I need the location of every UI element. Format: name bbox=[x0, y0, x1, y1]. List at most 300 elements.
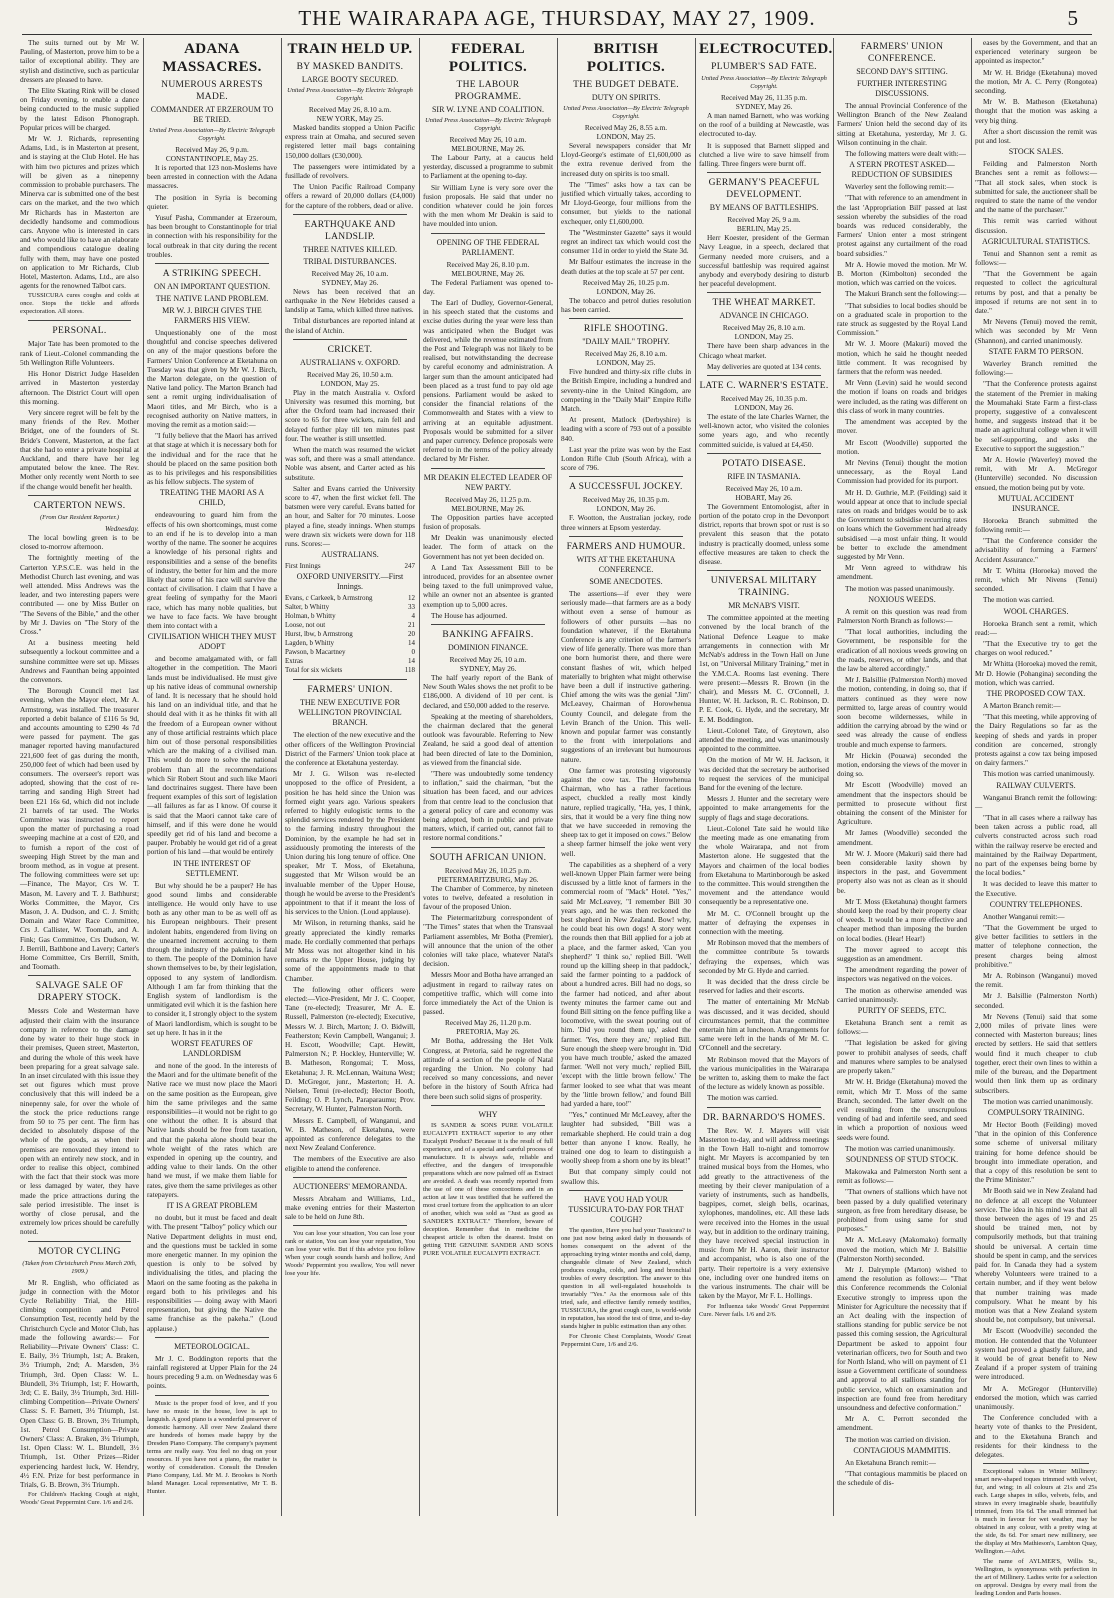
article-paragraph: Messrs J. Hunter and the secretary were appointed to make arrangements for the supply of flags and stage decorations. bbox=[699, 794, 829, 822]
article-paragraph: Unquestionably one of the most thoughtful and concise speeches delivered on any of the major questions before the Farmers' Union Conference at Eketahuna on Tuesday was that given by Mr W. J. Birch, the Marton delegate, on the question of Native land policy. The Marton Branch had sent a remit urging individualisation of Maori titles, and Mr Birch, who is a recognised authority on Native matters, in moving the remit as a motion said:— bbox=[147, 328, 277, 430]
column-rule bbox=[695, 38, 696, 1516]
column-3 bbox=[285, 38, 415, 1518]
table-row: Evans, c Carkeek, b Armstrong 12 bbox=[285, 594, 415, 603]
article-paragraph: The election of the new executive and the other officers of the Wellington Provincial District of the Farmers' Union took place at the conference at Eketahuna yesterday. bbox=[285, 730, 415, 767]
subheading: DUTY ON SPIRITS. bbox=[591, 93, 661, 102]
article-paragraph: The Conference concluded with a hearty vote of thanks to the President, and to the Eketahuna Branch and residents for their kindness to the delegates. bbox=[975, 1413, 1097, 1460]
article-paragraph: Mr H. D. Guthrie, M.P. (Feilding) said it would appear at once that to include special rates on roads and bridges would be to ask the Government to subsidise recurring rates on loans which the Government had already subsidised —a most unfair thing. It would be better to exclude the amendment suggested by Mr Venn. bbox=[837, 487, 967, 561]
advertisement: IS SANDER & SONS PURE VOLATILE EUCALYPTI EXTRACT superior to any other Eucalypti Product? Because it is the result of full experience, and of a special and careful process of manufacture. It is always safe, reliable and effective, and the dangers of irresponsible preparations which are now palmed off as Extract are avoided. A death was recently reported from the use of one of these concoctions and in an action at law it was testified that he suffered the most cruel torture from the application to an ulcer of another, which was sold as "Just as good as SANDER'S EXTRACT." Therefore, beware of deception. Remember that in medicine the cheapest article is often the dearest. Insist on getting THE GENUINE SANDER AND SONS PURE VOLATILE EUCALYPTI EXTRACT. bbox=[423, 1121, 553, 1257]
article-paragraph: Mr Hickin (Pouawa) seconded the motion, endorsing the views of the mover in doing so. bbox=[837, 750, 967, 779]
article-paragraph: The Borough Council met last evening, when the Mayor elect, Mr A. Armstrong, was installed. The treasurer reported a debit balance of £116 5s 9d, and accounts amounting to £290 4s 7d were passed for payment. The gas manager reported having manufactured 221,600 feet of gas during the month, 250,000 feet of which had been used by consumers. The overseer's report was adopted, showing that the cost of re-tarring and sanding High Street had been £21 16s 6d, which did not include 21 barrels of tar used. The Works Committee was instructed to report upon the matter of purchasing a road sweeping machine at a cost of £20, and to furnish a report of the cost of sweeping High Street by the man and broom method, as in vogue at present. The following committees were set up:—Finance, The Mayor, Crs W. T. Mason, M. Lavery and T. J. Bathhurst; Works Committee, the Mayor, Crs Mason, J. A. Dudson, and C. J. Smith; Domain and Water Race Committee, Crs J. Callister, W. Toomath, and A. Fink; Gas Committee, Crs Dudson, W. J. Berrill, Bathbone and Lavery; Carter's Home Committee, Crs Berrill, Smith, and Toomath. bbox=[20, 686, 139, 972]
article-paragraph: The Pietermaritzburg correspondent of "The Times" states that when the Transvaal Parliament assembles, Mr Botha (Premier), will announce that the union of the other colonies will take place, whatever Natal's decision. bbox=[423, 913, 553, 969]
section-divider bbox=[431, 847, 545, 848]
article-paragraph: The assertions—if ever they were seriously made—that farmers are as a body without even a sense of humour as followers of other pursuits —has no foundation whatever, if the Eketahuna Conference is any criterion of the farmer's view of life generally. There was more than one born humorist there, and there were constant flashes of wit, which helped materially to brighten what might otherwise have been a dull if instructive gathering. Chief among the wits was the genial "Jim" McLeavey, Chairman of Horowhenua County Council, and delegate from the Levin Branch of the Union. This well-known and popular farmer was constantly to the front with interpolations and suggestions of an irrelevant but humourous nature. bbox=[561, 588, 691, 764]
article-paragraph: The motion was carried. bbox=[707, 1093, 778, 1103]
article-paragraph: and become amalgamated with, or fall altogether in the competition. The Maori lands must be individualised. He must give up his native ideas of communal ownership of land. It is necessary that he should hold his land on an individual title, and that he should deal with it as he thinks fit with all the freedom of a European owner without any of those artificial restraints which place him out of those personal responsibilities which are the making of a civilised man. This would do more to solve the national problem than all the recommendations which Sir Robert Stout and such like Maori land doctrinaires suggest. There have been frequent examples of this sort of legislation—all failures as far as I know. Of course it is said that the Maori cannot take care of himself, and if this were done he would speedily get rid of his land and become a pauper. Probably he would get rid of a great portion of his land —that would be entirely bbox=[147, 654, 277, 857]
table-row: Loose, not out 21 bbox=[285, 621, 415, 630]
advertisement: The question, Have you had your Tussicura? is one just now being asked daily in thousands of homes consequent on the advent of the approaching trying winter months and cold, damp, changeable climate of New Zealand, which produces coughs, colds, and long and bronchial troubles of every description. The answer to this question in all well-regulated households is invariably "Yes." As the enormous sale of this tried, safe, and effective family remedy testifies, TUSSICURA, the great cough cure, is world-wide in reputation, has stood the test of time, and to-day stands higher in public estimation than any other. bbox=[561, 1226, 691, 1330]
article-paragraph: Mr A. Howie moved the motion. Mr W. B. Morton (Kimbolton) seconded the motion, which was carried on the voices. bbox=[837, 259, 967, 288]
article-paragraph: Sir William Lyne is very sore over the fusion proposals. He said that under no condition whatever could he join forces with the men whom Mr Deakin is said to have moulded into union. bbox=[423, 182, 553, 229]
headline: FARMERS' UNION CONFERENCE. bbox=[860, 42, 944, 64]
article-paragraph: The Chamber of Commerce, by nineteen votes to twelve, defeated a resolution in favour of the proposed Union. bbox=[423, 883, 553, 911]
article-paragraph: Another Wanganui remit:— bbox=[983, 911, 1065, 921]
crosshead: A STERN PROTEST ASKED— REDUCTION OF SUBSIDIES bbox=[849, 160, 955, 180]
article-paragraph: Tribal disturbances are reported inland at the island of Atchin. bbox=[285, 316, 415, 335]
article-paragraph: It was decided to leave this matter to the Executive. bbox=[975, 879, 1097, 898]
article-paragraph: A Marton Branch remit:— bbox=[983, 700, 1061, 710]
article-paragraph: Mr Escott (Woodville) moved an amendment that the inspectors should be permitted to prosecute without first obtaining the consent of the Minister for Agriculture. bbox=[837, 780, 967, 827]
section-divider bbox=[431, 624, 545, 625]
dateline: MELBOURNE, May 26. bbox=[451, 503, 525, 513]
article-paragraph: "I fully believe that the Maori has arrived at that stage at which it is necessary both for the individual and for the race that he should be placed on the same position both as to his privileges and his responsibilities as his fellow subjects. The system of bbox=[147, 431, 277, 487]
article-paragraph: "That the Conference protests against the statement of the Premier in making the Moumahaki State Farm a first-class property, suggestive of a convalescent home, and suggests instead that it be made an agricultural college when it will be self-supporting, and asks the Executive to support the suggestion." bbox=[975, 379, 1097, 453]
section-divider bbox=[293, 1177, 407, 1178]
article-paragraph: It was decided that the dress circle be reserved for ladies and their escorts. bbox=[699, 977, 829, 996]
column-5 bbox=[561, 38, 691, 1518]
subheading: THE NEW EXECUTIVE FOR WELLINGTON PROVINCIAL BRANCH. bbox=[298, 698, 402, 728]
article-paragraph: The House has adjourned. bbox=[431, 610, 508, 620]
section-heading: RIFLE SHOOTING. bbox=[583, 324, 669, 335]
section-divider bbox=[431, 468, 545, 469]
subheading: ADVANCE IN CHICAGO. bbox=[719, 311, 809, 321]
article-paragraph: "That the Government be again requested to collect the agricultural returns by post, and that a penalty be imposed if returns are not sent in to date." bbox=[975, 269, 1097, 316]
dateline: LONDON, May 26. bbox=[596, 286, 656, 296]
article-paragraph: The Elite Skating Rink will be closed on Friday evening, to enable a dance being conducted to the music supplied by the latest Edison Phonograph. Popular prices will be charged. bbox=[20, 86, 139, 132]
article-paragraph: The committee appointed at the meeting convened by the local branch of the National Defence League to make arrangements in connection with Mr McNab's address in the Town Hall on June 1st, on "Universal Military Training," met in the Y.M.C.A. Rooms last evening. There were present:—Messrs R. Brown (in the chair), and Messrs M. C. O'Connell, J. Hunter, W. H. Jackson, R. C. Robinson, D. P. E. Cook, G. Hyde, and the secretary, Mr E. M. Boddington. bbox=[699, 613, 830, 724]
dateline: PIETERMARITZBURG, May 26. bbox=[437, 874, 539, 884]
section-divider bbox=[293, 1225, 407, 1226]
article-paragraph: Messrs Cole and Westerman have adjusted their claim with the insurance company in reference to the damage done by water to their huge stock in their premises, Queen street, Masterton, and during the whole of this week have been preparing for a great salvage sale. In an inset circulated with this issue they set out figures which must prove conclusively that this will indeed be a ninepenny sale, for over the whole of the stock the price reductions range from 50 to 75 per cent. The firm has decided to absolutely dispose of the whole of the goods, as when their premises are renovated they intend to open with an entirely new stock, and in order to realise this object, combined with the fact that their stock was more or less damaged by water, they have made the price attractions during the sale period irresistible. The inset is worthy of close perusal, and the extremely low prices should be carefully noted. bbox=[20, 1006, 139, 1237]
dateline: LONDON, May 25. bbox=[734, 332, 794, 342]
article-paragraph: The estate of the late Charles Warner, the well-known actor, who visited the colonies some years ago, and who recently committed suicide, is valued at £4,450. bbox=[699, 412, 829, 449]
article-paragraph: One farmer was protesting vigorously against the cow tax. The Horowhenua Chairman, who has a rather facetious aspect, chuckled a really most kindly nature, replied tragically, "Ha, yes, I think, sirs, that it would be a very fine thing now that we have succeeded in removing the sheep tax to get it imposed on cows." Below a sheep farmer himself the joke went very well. bbox=[561, 765, 691, 858]
column-rule bbox=[419, 38, 420, 1516]
received-line: Received May 26, 10 a.m. bbox=[311, 268, 389, 278]
section-divider bbox=[707, 292, 821, 293]
article-paragraph: Yusuf Pasha, Commander at Erzeroum, has been brought to Constantinople for trial in connection with his responsibility for the local outbreak in that city during the recent troubles. bbox=[147, 213, 277, 259]
table-row: Extras 14 bbox=[285, 657, 415, 666]
article-paragraph: On the motion of Mr W. H. Jackson, it was decided that the secretary be authorised to request the services of the municipal Band for the evening of the lecture. bbox=[699, 755, 829, 792]
article-paragraph: The Rev. W. J. Mayers will visit Masterton to-day, and will address meetings in the Town Hall to-night and tomorrow night. Mr Mayers is accompanied by ten trained musical boys from the Homes, who add greatly to the attractiveness of the meeting by their clever manipulation of a variety of instruments, such as handbells, bagpipes, cornet, sleigh bells, ocarinas, xylophones, mandolines, etc. All these lads were received into the Homes in the usual way, but in addition to the ordinary training, they have received special instruction in music from Mr H. Aaron, their instructor and accompanist, who is also one of the party. Their repertoire is a very extensive one, including over one hundred items on the various instruments. The chair will be taken by the Mayor, Mr F. L. Hollings. bbox=[699, 1125, 829, 1301]
article-paragraph: Mr T. Moss (Eketahuna) thought farmers should keep the road by their property clear of weeds. It would be a more effective and cheaper method than imposing the burden on local bodies. (Hear! Hear!) bbox=[837, 896, 967, 943]
article-paragraph: "That legislation be asked for giving power to prohibit analyses of seeds, chaff and manures where samples to be analysed are properly taken." bbox=[837, 1038, 967, 1076]
article-paragraph: The local bowling green is to be closed to-morrow afternoon. bbox=[20, 532, 139, 552]
received-line: Received May 26, 10 a.m. bbox=[725, 483, 803, 493]
section-divider bbox=[28, 1241, 131, 1242]
article-paragraph: Mr W. J. Moore (Makuri) moved the motion, which he said he thought needed little comment. It was recognised by farmers that the reform was needed. bbox=[837, 339, 967, 377]
article-paragraph: A remit on this question was read from Palmerston North Branch as follows:— bbox=[837, 606, 967, 625]
section-divider bbox=[569, 476, 683, 477]
received-line: Received May 26, 10.25 p.m. bbox=[582, 277, 670, 287]
section-divider bbox=[707, 172, 821, 173]
section-divider bbox=[569, 318, 683, 319]
dateline: LONDON, May 26. bbox=[596, 504, 656, 514]
table-row: Hurst, lbw, b Armstrong 20 bbox=[285, 630, 415, 639]
subheading: THE BUDGET DEBATE. bbox=[573, 80, 679, 90]
section-heading: SALVAGE SALE OF DRAPERY STOCK. bbox=[35, 981, 124, 1004]
dateline: NEW YORK, May 25. bbox=[316, 114, 384, 123]
received-line: Received May 26, 10.35 p.m. bbox=[720, 394, 808, 404]
received-line: Received May 26, 10.25 p.m. bbox=[444, 865, 532, 875]
article-paragraph: Mr Booth said we in New Zealand had no defence at all except the Volunteer service. The idea in his mind was that all those between the ages of 19 and 25 should be trained men, not by compulsorily methods, but that training should be universal. A certain time should be spent in camp, and the services paid for. In Canada they had a system whereby Volunteers were trained to a certain number, and if they went below that number training was made compulsory. What he meant by his motion was that a New Zealand system should be, not compulsory, but universal. bbox=[975, 1186, 1097, 1325]
article-paragraph: The capabilities as a shepherd of a very well-known Upper Plain farmer were being discussed by a little knot of farmers in the commercial room of "Mack" Hotel. "Yes," said Mr McLeavey, "I remember Bill 30 years ago, and he was then reckoned the best shepherd in New Zealand. Bow! why, he could beat his own dogs! A story went the rounds then that Bill applied for a job at a place, and the farmer asked, 'Can you shepherd?' 'I think so,' replied Bill. 'Well round up the killing sheep in that paddock,' said the farmer pointing to a paddock of about a hundred acres. Bill had no dogs, so the farmer had noticed, and after about twenty minutes the farmer came out and found Bill sitting on the fence puffing like a locomotive, with the sweat pouring out of him. 'Did you round them up,' asked the farmer. 'Yes, there they are,' replied Bill. Sure enough the sheep were brought in. 'Did you have much trouble,' asked the amazed farmer. 'Well not very much,' replied Bill, 'except with the little brown fellow.' The farmer looked to see what that was meant by the 'little brown fellow,' and found Bill had yarded a hare, too!" bbox=[561, 859, 691, 1109]
subheading: DOMINION FINANCE. bbox=[448, 642, 528, 652]
dateline: LONDON, May 25. bbox=[596, 358, 656, 368]
section-heading: CRICKET. bbox=[327, 344, 373, 355]
article-paragraph: Five hundred and thirty-six rifle clubs in the British Empire, including a hundred and seventy-nine in the United Kingdom, are competing in the "Daily Mail" Empire Rifle Match. bbox=[561, 367, 691, 414]
article-paragraph: Mr Venn (Levin) said he would second the motion if loans on roads and bridges were included, as the rating was different on this class of work in many countries. bbox=[837, 378, 967, 415]
dateline: LONDON, May 25. bbox=[320, 378, 380, 388]
section-divider bbox=[293, 339, 407, 340]
article-paragraph: Mr Nevens (Tenui) moved the remit, which was seconded by Mr Venn (Shannon), and carried unanimously. bbox=[975, 317, 1097, 345]
section-heading: MOTOR CYCLING bbox=[38, 1246, 121, 1257]
wire-credit: United Press Association—By Electric Telegraph Copyright. bbox=[287, 87, 413, 102]
article-paragraph: and none of the good. In the interests of the Maori and for the ultimate benefit of the Native race we must now place the Maori on the same position as the European, give him the same privileges and the same responsibilities—it would not be right to go one without the other. It is absurd that Native lands should be free from taxation, and that the pakeha alone should bear the whole weight of the rates which are expended in opening up the country, and adding value to their lands. On the other hand we must, if we make them liable for rates, give them the same privileges as other ratepayers. bbox=[147, 1061, 277, 1199]
article-paragraph: "That owners of stallions which have not been passed by a duly qualified veterinary surgeon, as free from hereditary disease, be prohibited from using same for stud purposes." bbox=[837, 1187, 967, 1234]
section-heading: AUCTIONEERS' MEMORANDA. bbox=[292, 1181, 408, 1191]
article-paragraph: Mr W. B. Matheson (Eketahuna) thought that the motion was asking a very big thing. bbox=[975, 97, 1097, 125]
article-paragraph: The mover agreed to accept this suggestion as an amendment. bbox=[837, 944, 967, 964]
article-paragraph: Major Tate has been promoted to the rank of Lieut.-Colonel commanding the 5th Wellington Rifle Volunteers. bbox=[20, 339, 139, 367]
article-paragraph: When the match was resumed the wicket was soft, and there was a small attendance. Noble was absent, and Carter acted as his substitute. bbox=[285, 445, 415, 482]
score-table bbox=[285, 594, 415, 675]
article-paragraph: Feilding and Palmerston North Branches sent a remit as follows:— "That all stock sales, when stock is submitted for sale, the auctioneer shall be required to state the name of the vendor and the name of the purchaser." bbox=[975, 159, 1097, 215]
article-paragraph: "That subsidies to local bodies should be on a graduated scale in proportion to the rate struck as suggested by the Royal Land Commission." bbox=[837, 300, 967, 338]
dateline: HOBART, May 26. bbox=[735, 492, 793, 502]
article-paragraph: "That this meeting, while approving of the Dairy Regulations so far as the keeping of sheds and yards in proper condition are concerned, strongly protests against a cow tax being imposed on dairy farmers." bbox=[975, 712, 1097, 768]
article-paragraph: The Union Pacific Railroad Company offers a reward of 20,000 dollars (£4,000) for the capture of the robbers, dead or alive. bbox=[285, 182, 415, 210]
article-paragraph: Mr Escott (Woodville) supported the motion. bbox=[837, 437, 967, 456]
section-divider bbox=[28, 975, 131, 976]
column-rule bbox=[143, 38, 144, 1516]
column-8 bbox=[975, 38, 1097, 1598]
article-paragraph: Mr Botha, addressing the Het Volk Congress, at Pretoria, said he regretted the attitude of a section of the people of Natal regarding the Union. No colony had received so many concessions, and never before in the history of South Africa had there been such solid signs of prosperity. bbox=[423, 1036, 553, 1101]
section-divider bbox=[293, 679, 407, 680]
section-heading: THE WHEAT MARKET. bbox=[712, 298, 816, 309]
advertisement: The name of AYLMER'S, Willis St., Wellington, is synonymous with perfection in the art of Millinery. Ladies write for a selection on approval. Designs by every mail from the leading London and Paris houses. bbox=[975, 1558, 1097, 1598]
article-paragraph: Eketahuna Branch sent a remit as follows:— bbox=[837, 1018, 967, 1037]
article-paragraph: Mr J. Dalrymple (Marton) wished to amend the resolution as follows:— "That this Conference recommends the Colonial Executive strongly to impress upon the Minister for Agriculture the necessity that if an Act dealing with the inspection of stallions standing for public service be not passed this coming session, the Agricultural Department be asked to appoint four veterinarian officers, two for South and two for North Island, who will on payment of £1 issue a Government certificate of soundness and approval to all stallions standing for public service, which on examination and inspection are found free from hereditary unsoundness and defective conformation." bbox=[837, 1264, 967, 1412]
article-paragraph: Mr R. English, who officiated as judge in connection with the Motor Cycle Reliability Trial, the Hill-climbing competition and Petrol Consumption Test, recently held by the Christchurch Cycle and Motor Club, has made the following awards:— For Reliability—Private Owners' Class: C. E. Baily, 3½ Triumph, 1st; A. Braken, 3½ Triumph, 2nd; A. Marsden, 3½ Triumph, 3rd. Open Class: W. L. Blundell, 3½ Triumph, 1st; F. Howarth, 3rd; C. E. Baily, 3½ Triumph, 3rd. Hill-climbing Competition—Private Owners' Class: S. F. Barnett, 3½ Triumph, 1st. Open Class: G. B. Brown, 3½ Triumph, 1st. Petrol Consumption—Private Owners' Class: A. Braken, 3½ Triumph, 1st. Open Class: W. L. Blundell, 3½ Triumph, 1st. Other Prizes—Rider experiencing hardest luck, W. Hendry, 4½ F.N. Prize for best performance in Trials, G. B. Brown, 3½ Triumph. bbox=[20, 1277, 139, 1490]
crosshead: STATE FARM TO PERSON. bbox=[988, 346, 1084, 356]
subheading: NUMEROUS ARRESTS MADE. bbox=[161, 80, 263, 102]
score-table bbox=[285, 562, 415, 571]
crosshead: TREATING THE MAORI AS A CHILD, bbox=[159, 488, 265, 508]
article-paragraph: But that company simply could not swallow this. bbox=[561, 1167, 691, 1186]
article-paragraph: Horoeka Branch submitted the following remit:— bbox=[975, 515, 1097, 534]
article-paragraph: After a short discussion the remit was put and lost. bbox=[975, 126, 1097, 146]
article-paragraph: The following other officers were elected:—Vice-President, Mr J. C. Cooper, Tane (re-elected); Treasurer, Mr A. E. Russell, Palmerston (re-elected); Executive, Messrs W. J. Birch, Marton; J. O. Bidwill, Featherston; Kevin Campbell, Wanganui; J. H. Escott, Woodville; Capt. Hewitt, Palmerston N.; P. Hockley, Hunterville; W. B. Matheson, Rongomai; T. Moss, Eketahuna; J. R. McLennan, Waituna West; D. McGregor, junr., Masterton; H. A. Nielsen, Tenui (re-elected); Hector Booth, Feilding; O. P. Lynch, Paraparaumu; Prov. Secretary, W. Hunter, Palmerston North. bbox=[285, 984, 415, 1114]
section-heading: LATE C. WARNER'S ESTATE. bbox=[699, 381, 829, 392]
article-paragraph: The Government Entomologist, after in portion of the potato crop in the Devonport district, reports that brown spot or rust is so prevalent this season that the potato industry is practically doomed, unless some effective measures are taken to check the disease. bbox=[699, 501, 829, 567]
article-paragraph: The motion was carried unanimously. bbox=[983, 1096, 1093, 1106]
headline: FEDERAL POLITICS. bbox=[448, 41, 528, 75]
crosshead: CONTAGIOUS MAMMITIS. bbox=[853, 1445, 951, 1455]
article-paragraph: The Makuri Branch sent the following:— bbox=[845, 289, 967, 299]
section-divider bbox=[707, 453, 821, 454]
section-divider bbox=[569, 1190, 683, 1191]
article-paragraph: The following matters were dealt with:— bbox=[845, 149, 966, 159]
subheading: THREE NATIVES KILLED. bbox=[303, 244, 397, 254]
article-paragraph: His Honor District Judge Haselden arrived in Masterton yesterday afternoon. The District Court will open this morning. bbox=[20, 369, 139, 406]
article-paragraph: Mr W. H. Bridge (Eketahuna) moved the motion, Mr A. C. Perry (Rongotea) seconding. bbox=[975, 67, 1097, 96]
column-rule bbox=[971, 38, 972, 1516]
received-line: Received May 26, 10 a.m. bbox=[449, 135, 527, 144]
article-paragraph: The "Westminster Gazette" says it would regret an indirect tax which would cost the consumer 11d in order to yield the State 3d. bbox=[561, 227, 691, 256]
article-paragraph: Mr J. Balsillie (Palmerston North) seconded. bbox=[975, 991, 1097, 1010]
article-paragraph: Lieut.-Colonel Tate said he would like the meeting made as one emanating from the whole Wairarapa, and not from Masterton alone. He suggested that the Mayors and chairmen of the local bodies from Eketahuna to Martinborough be asked to the committee. This would strengthen the movement and the attendance would consequently be a representative one. bbox=[699, 823, 829, 907]
article-paragraph: "That in all cases where a railway has been taken across a public road, all culverts constructed across such road within the railway reserve be erected and maintained by the Railway Department, no part of the expenses being borne by the local bodies." bbox=[975, 813, 1097, 878]
subheading: MR W. J. BIRCH GIVES THE FARMERS HIS VIEW. bbox=[162, 306, 262, 326]
article-paragraph: A man named Barnett, who was working on the roof of a building at Newcastle, was electrocuted to-day. bbox=[699, 111, 829, 139]
article-paragraph: Mr A. McLeavy (Makomako) formally moved the motion, which Mr J. Balsillie (Palmerston North) seconded. bbox=[837, 1235, 967, 1263]
dateline: LONDON, May 25. bbox=[596, 132, 656, 141]
article-paragraph: Lieut.-Colonel Tate, of Greytown, also attended the meeting, and was unanimously appointed to the committee. bbox=[699, 725, 829, 754]
received-line: Received May 26, 11.20 p.m. bbox=[444, 1018, 532, 1028]
article-paragraph: The annual Provincial Conference of the Wellington Branch of the New Zealand Farmers' Union held the second day of its sitting at Eketahuna, yesterday, Mr J. G. Wilson continuing in the chair. bbox=[837, 101, 967, 147]
column-7 bbox=[837, 38, 967, 1518]
article-paragraph: Mr Robinson moved that the members of the committee contribute 5s towards defraying the expenses, which was seconded by Mr G. Hyde and carried. bbox=[699, 938, 829, 975]
article-paragraph: Mr Nevens (Tenui) said that some 2,000 miles of private lines were connected with Masterton bureaus; lines erected by settlers. He said that settlers would find it much cheaper to club together, erect their own lines to within a mile of the bureau, and the Department would then link them up as ordinary subscribers. bbox=[975, 1011, 1097, 1095]
section-heading: A STRIKING SPEECH. bbox=[162, 269, 262, 280]
subheading: THE NATIVE LAND PROBLEM. bbox=[155, 294, 269, 304]
article-paragraph: "That the Executive try to get the charges on wool reduced." bbox=[975, 638, 1097, 658]
subheading: FURTHER INTERESTING DISCUSSIONS. bbox=[857, 79, 947, 98]
article-paragraph: Waverley Branch remitted the following:— bbox=[975, 358, 1097, 378]
article-paragraph: "That contagious mammitis be placed on the schedule of dis- bbox=[837, 1469, 967, 1488]
article-paragraph: Mr J. G. Wilson was re-elected unopposed to the office of President, a position he has held since the Union was formed eight years ago. Various speakers referred to highly eulogistic terms to the splendid services rendered by the President to the farming industry throughout the Dominion, by the example he had set in assiduously promoting the interests of the Union during his long tenure of office. One speaker, Mr T. Moss, of Eketahuna, suggested that Mr Wilson would be an invaluable member of the Upper House, though he would be averse to the President's appointment to that if it meant the loss of his services to the Union. (Loud applause). bbox=[285, 769, 415, 917]
article-paragraph: Mr Escott (Woodville) seconded the motion. He contended that the Volunteer system had proved a ghastly failure, and it would be of great benefit to New Zealand if a proper system of training were introduced. bbox=[975, 1326, 1097, 1382]
section-heading: FARMERS AND HUMOUR. bbox=[566, 541, 686, 552]
received-line: Received May 26, 8.10 a.m. bbox=[722, 323, 806, 333]
article-paragraph: This motion was carried unanimously. bbox=[983, 769, 1095, 779]
section-divider bbox=[707, 1107, 821, 1108]
subheading: TRIBAL DISTURBANCES. bbox=[303, 256, 397, 266]
section-heading: BANKING AFFAIRS. bbox=[442, 629, 534, 640]
section-divider bbox=[155, 1337, 269, 1338]
article-paragraph: Messrs E. Campbell, of Wanganui, and W. B. Matheson, of Eketahuna, were appointed as conference delegates to the next New Zealand Conference. bbox=[285, 1115, 415, 1153]
section-divider bbox=[28, 495, 131, 496]
section-heading: UNIVERSAL MILITARY TRAINING. bbox=[710, 576, 818, 599]
table-row: First Innings 247 bbox=[285, 562, 415, 571]
received-line: Received May 26, 8.10 p.m. bbox=[446, 259, 530, 269]
advertisement: For Influenza take Woods' Great Peppermint Cure. Never fails. 1/6 and 2/6. bbox=[699, 1302, 829, 1318]
article-paragraph: Masked bandits stopped a Union Pacific express train at Omaha, and secured seven registered letter mail bags containing 150,000 dollars (£30,000). bbox=[285, 123, 415, 160]
advertisement: TUSSICURA cures coughs and colds at once. Stops the tickle and affords expectoration. All stores. bbox=[20, 292, 139, 316]
subheading: ON AN IMPORTANT QUESTION. bbox=[153, 282, 271, 292]
article-paragraph: An Eketahuna Branch remit:— bbox=[845, 1457, 936, 1467]
article-paragraph: Mr Wilson, in returning thanks, said he greatly appreciated the kindly remarks made. He cordially commented that perhaps Mr Moss was not altogether kind in his remarks re the Upper House, judging by some of the appointments made to that Chamber. bbox=[285, 918, 415, 983]
section-divider bbox=[28, 320, 131, 321]
headline: BRITISH POLITICS. bbox=[586, 41, 666, 75]
received-line: Received May 26, 10.50 a.m. bbox=[307, 369, 393, 379]
wire-credit: United Press Association—By Electric Telegraph Copyright. bbox=[149, 127, 275, 142]
wire-credit: United Press Association—By Electric Telegraph Copyright. bbox=[701, 75, 827, 90]
article-paragraph: May deliveries are quoted at 134 cents. bbox=[707, 361, 822, 371]
section-heading: SOUTH AFRICAN UNION. bbox=[429, 852, 547, 863]
section-divider bbox=[707, 375, 821, 376]
page-number: 5 bbox=[1067, 6, 1078, 30]
column-4 bbox=[423, 38, 553, 1518]
article-paragraph: The amendment was accepted by the mover. bbox=[837, 417, 967, 436]
table-total-row: Total for six wickets 118 bbox=[285, 666, 415, 675]
section-heading: EARTHQUAKE AND LANDSLIP. bbox=[304, 219, 396, 242]
column-6 bbox=[699, 38, 833, 1518]
article-paragraph: The fortnightly meeting of the Carterton Y.P.S.C.E. was held in the Methodist Church last evening, and was well attended. Miss Andrews was the leader, and two interesting papers were contributed — one by Miss Butler on "The Sevens of the Bible," and the other by Mr J. Davies on "The Story of the Cross." bbox=[20, 553, 139, 636]
byline: (Taken from Christchurch Press March 20th, 1909.) bbox=[22, 1259, 137, 1275]
advertisement-heading: HAVE YOU HAD YOUR TUSSICURA TO-DAY FOR THAT COUGH? bbox=[568, 1194, 684, 1224]
article-paragraph: The motion was carried unanimously. bbox=[845, 1143, 955, 1153]
article-paragraph: Mr A. C. Perrott seconded the amendment. bbox=[837, 1414, 967, 1433]
article-paragraph: At present, Matlock (Derbyshire) is leading with a score of 793 out of a possible 840. bbox=[561, 415, 691, 443]
dateline: BERLIN, May 25. bbox=[736, 224, 792, 234]
table-heading: OXFORD UNIVERSITY.—First Innings. bbox=[296, 572, 404, 592]
crosshead: MUTUAL ACCIDENT INSURANCE. bbox=[998, 493, 1074, 513]
article-paragraph: Several newspapers consider that Mr Lloyd-George's estimate of £1,600,000 as the extra revenue derived from the increased duty on spirits is too small. bbox=[561, 141, 691, 178]
article-paragraph: Messrs Moor and Botha have arranged an adjustment in regard to railway rates on competitive traffic, which will come into force immediately the Act of the Union is passed. bbox=[423, 970, 553, 1017]
article-paragraph: Mr W. H. Bridge (Eketahuna) moved the remit, which Mr T. Moss of the same Branch, seconded. The latter dwelt on the evil resulting from the unscrupulous vending of bad and infertile seed, and seed in which a proportion of noxious weed seeds were found. bbox=[837, 1077, 967, 1142]
article-paragraph: Mr T. Whitta (Horoeka) moved the remit, which Mr Nivens (Tenui) seconded. bbox=[975, 565, 1097, 594]
crosshead: IN THE INTEREST OF SETTLEMENT. bbox=[173, 858, 251, 878]
received-line: Received May 26, 8.10 a.m. bbox=[584, 349, 668, 359]
article-paragraph: A Land Tax Assessment Bill to be introduced, provides for an absentee owner being taxed to the full unimproved value, while an owner not an absentee is granted exemption up to 5,000 acres. bbox=[423, 562, 553, 609]
crosshead: RAILWAY CULVERTS. bbox=[996, 780, 1076, 790]
article-paragraph: Mr W. J. Richards, representing Adams, Ltd., is in Masterton at present, and is staying at the Club Hotel. He has with him two pictures and prizes which will be given as a ninepenny commission to probable purchasers. The Minerva car is submitted one of the best cars on the market, and the two which Mr Richards has in Masterton are decidedly handsome and commodious cars. Anyone who is interested in cars and who would like to have an elaborate and compendious catalogue dealing fully with them, may have one posted on application to Mr Richards, Club Hotel, Masterton. Adams, Ltd., are also agents for the renowned Talbot cars. bbox=[20, 134, 139, 291]
table-row: Salter, b Whitty 33 bbox=[285, 603, 415, 612]
crosshead: WOOL CHARGES. bbox=[1003, 606, 1069, 616]
dateline: MELBOURNE, May 26. bbox=[451, 268, 525, 278]
section-heading: MR DEAKIN ELECTED LEADER OF NEW PARTY. bbox=[423, 472, 553, 492]
table-row: Holman, b Whitty 4 bbox=[285, 612, 415, 621]
article-paragraph: eases by the Government, and that an experienced veterinary surgeon be appointed as inspector." bbox=[975, 38, 1097, 66]
dateline: PRETORIA, May 26. bbox=[456, 1027, 520, 1037]
headline: TRAIN HELD UP. bbox=[287, 41, 413, 57]
section-heading: CARTERTON NEWS. bbox=[33, 500, 126, 511]
article-paragraph: "Yes," continued Mr McLeavey, after the laughter had subsided, "Bill was a remarkable shepherd. He could train a dog better than anyone I know. Really, he trained one dog to learn to distinguish a woolly sheep from a shorn one by its bleat!" bbox=[561, 1110, 691, 1166]
article-paragraph: It is reported that 123 non-Moslems have been arrested in connection with the Adana massacres. bbox=[147, 163, 277, 191]
subheading: WITS AT THE EKETAHUNA CONFERENCE. bbox=[576, 554, 676, 574]
crosshead: AGRICULTURAL STATISTICS. bbox=[981, 236, 1091, 246]
article-paragraph: The Labour Party, at a caucus held yesterday, discussed a programme to submit to Parliament at the opening to-day. bbox=[423, 153, 553, 181]
article-paragraph: "That the Conference consider the advisability of forming a Farmers' Accident Assurance." bbox=[975, 536, 1097, 564]
subheading: LARGE BOOTY SECURED. bbox=[301, 75, 399, 84]
article-paragraph: The Federal Parliament was opened to-day. bbox=[423, 277, 553, 296]
article-paragraph: The "Times" asks how a tax can be justified which virtually takes, according to Mr Lloyd-George, four millions from the consumer, but yields to the national exchequer, only £1,600,000. bbox=[561, 179, 691, 226]
crosshead: COUNTRY TELEPHONES. bbox=[989, 899, 1083, 909]
article-paragraph: Mr W. J. Moore (Makuri) said there had been considerable laxity shown by inspectors in the past, and Government property also was not as clean as it should be. bbox=[837, 848, 967, 895]
subheading: SIR W. LYNE AND COALITION. bbox=[431, 105, 545, 114]
section-divider bbox=[431, 1105, 545, 1106]
subheading: PLUMBER'S SAD FATE. bbox=[711, 62, 817, 72]
masthead-rule bbox=[22, 34, 1092, 35]
byline: (From Our Resident Reporter.) bbox=[40, 513, 119, 521]
article-paragraph: Speaking at the meeting of shareholders, the chairman declared that the general outlook was favourable. Referring to New Zealand, he said a good deal of attention had been directed of late to the Dominion, as viewed from the financial side. bbox=[423, 711, 553, 767]
subheading: SECOND DAY'S SITTING. bbox=[856, 67, 948, 76]
dateline: CONSTANTINOPLE, May 25. bbox=[165, 154, 259, 163]
section-divider bbox=[431, 233, 545, 234]
subheading: MR McNAB'S VISIT. bbox=[728, 601, 800, 611]
advertisement: For Chronic Chest Complaints, Woods' Great Peppermint Cure, 1/6 and 2/6. bbox=[561, 1332, 691, 1348]
table-row: Lagden, b Whitty 14 bbox=[285, 639, 415, 648]
crosshead: NOXIOUS WEEDS. bbox=[868, 594, 936, 604]
article-paragraph: F. Wootton, the Australian jockey, rode three winners at Epsom yesterday. bbox=[561, 513, 691, 532]
article-paragraph: The matter of entertaining Mr McNab was discussed, and it was decided, should circumstances permit, that the committee entertain him at luncheon. Arrangements for same were left in the hands of Mr M. C. O'Connell and the secretary. bbox=[699, 997, 829, 1053]
article-paragraph: Mr M. C. O'Connell brought up the matter of defraying the expenses in connection with the meeting. bbox=[699, 908, 829, 936]
received-line: Received May 26, 8.10 a.m. bbox=[308, 105, 392, 114]
article-paragraph: At a business meeting held subsequently a lockout committee and a sunshine committee were set up. Misses Andrews and Faunthan being appointed the convenors. bbox=[20, 638, 139, 684]
subheading: THE LABOUR PROGRAMME. bbox=[454, 80, 522, 102]
article-paragraph: Wanganui Branch remit the following:— bbox=[975, 792, 1097, 811]
article-paragraph: Mr J. C. Boddington reports that the rainfall registered at Upper Plain for the 24 hours preceding 9 a.m. on Wednesday was 6 points. bbox=[147, 1353, 277, 1391]
subheading: BY MASKED BANDITS. bbox=[296, 62, 404, 72]
crosshead: STOCK SALES. bbox=[1008, 147, 1064, 157]
wire-credit: United Press Association—By Electric Telegraph Copyright. bbox=[563, 105, 689, 120]
section-heading: DR. BARNARDO'S HOMES. bbox=[702, 1112, 826, 1123]
received-line: Received May 26, 10.35 p.m. bbox=[582, 495, 670, 505]
article-paragraph: It is supposed that Barnett slipped and clutched a live wire to save himself from falling. Three fingers were burnt off. bbox=[699, 140, 829, 169]
article-paragraph: Messrs Abraham and Williams, Ltd., make evening entries for their Masterton sale to be held on June 8th. bbox=[285, 1193, 415, 1222]
received-line: Received May 26, 11.35 p.m. bbox=[720, 93, 808, 102]
table-row: Pawson, b Macartney 0 bbox=[285, 648, 415, 657]
advertisement: Exceptional values in Winter Millinery: smart new-shaped toques trimmed with velvet, fur, and wing; in all colours at 21s and 25s each. Large shapes in silks, velvets, felts, and straws in every imaginable shade, beautifully trimmed, from 16s 6d. The small trimmed hat is much in favour for wet weather, may be obtained in any colour, with a pretty wing at the side, 8s 6d. For smart new millinery, see the display at Mrs Mathieson's, Lambton Quay, Wellington.—Advt. bbox=[975, 1468, 1097, 1556]
wire-credit: United Press Association—By Electric Telegraph Copyright. bbox=[425, 117, 551, 132]
article-paragraph: Play in the match Australia v. Oxford University was resumed this morning, but after the Oxford team had increased their score to 65 for three wickets, rain fell and delayed further play till ten minutes past four. The weather is still unsettled. bbox=[285, 387, 415, 443]
advertisement-heading: WHY bbox=[478, 1109, 498, 1119]
article-paragraph: There have been sharp advances in the Chicago wheat market. bbox=[699, 341, 829, 360]
section-heading: A SUCCESSFUL JOCKEY. bbox=[569, 482, 683, 493]
table-heading: AUSTRALIANS. bbox=[321, 550, 379, 560]
section-divider bbox=[983, 1463, 1089, 1464]
section-divider bbox=[707, 570, 821, 571]
crosshead: SOUNDNESS OF STUD STOCK. bbox=[845, 1154, 959, 1164]
received-line: Received May 26, 11.25 p.m. bbox=[444, 494, 532, 504]
received-line: Received May 26, 9 a.m. bbox=[727, 215, 801, 225]
section-heading: POTATO DISEASE. bbox=[722, 458, 806, 469]
section-heading: OPENING OF THE FEDERAL PARLIAMENT. bbox=[436, 237, 540, 257]
article-paragraph: Horoeka Branch sent a remit, which read:— bbox=[975, 618, 1097, 637]
article-paragraph: Last year the prize was won by the East London Rifle Club (South Africa), with a score of 796. bbox=[561, 444, 691, 473]
masthead bbox=[0, 6, 1114, 32]
subheading: AUSTRALIANS v. OXFORD. bbox=[300, 357, 400, 367]
article-paragraph: The suits turned out by Mr W. Pauling, of Masterton, prove him to be a tailor of exceptional ability. They are stylish and distinctive, such as particular dressers are pleased to have. bbox=[20, 38, 139, 84]
article-paragraph: Makowaka and Palmerston North sent a remit as follows:— bbox=[837, 1166, 967, 1186]
crosshead: PURITY OF SEEDS, ETC. bbox=[857, 1006, 947, 1016]
article-paragraph: Mr Venn agreed to withdraw his amendment. bbox=[837, 563, 967, 582]
column-2 bbox=[147, 38, 277, 1518]
column-rule bbox=[557, 38, 558, 1516]
article-paragraph: "There was undoubtedly some tendency to inflation," said the chairman, "but the situation has been faced, and our advices from that centre lead to the conclusion that a general policy of care and economy was being adopted, both in public and private matters, which, if carried out, cannot fail to restore normal conditions." bbox=[423, 768, 553, 843]
article-paragraph: Waverley sent the following remit:— bbox=[845, 182, 954, 192]
article-paragraph: The Opposition parties have accepted fusion of proposals. bbox=[423, 512, 553, 531]
article-paragraph: Mr Hector Booth (Feilding) moved "that in the opinion of this Conference some scheme of universal military training for home defence should be brought into immediate operation, and that a copy of this resolution be sent to the Prime Minister." bbox=[975, 1119, 1097, 1185]
advertisement: For Children's Hacking Cough at night, Woods' Great Peppermint Cure. 1/6 and 2/6. bbox=[20, 1491, 139, 1507]
section-divider bbox=[569, 536, 683, 537]
article-paragraph: "That with reference to an amendment in the last 'Appropriation Bill' passed at last session whereby the subsidies of the road boards was reduced considerably, the Farmers' Union enter a most stringent protest against any curtailment of the road board subsidies." bbox=[837, 193, 967, 258]
article-paragraph: Mr Whitta (Horoeka) moved the remit, Mr D. Howie (Pohangina) seconding the motion, which was carried. bbox=[975, 659, 1097, 687]
masthead-title: THE WAIRARAPA AGE, THURSDAY, MAY 27, 1909. bbox=[298, 6, 816, 30]
article-paragraph: Mr J. Balsillie (Palmerston North) moved the motion, contending, in doing so, that if matters continued as they were now permitted to, large areas of country would soon become wildernesses, while in addition the carrying abroad by the wind or seed was already the cause of endless trouble and much expense to farmers. bbox=[837, 675, 967, 749]
crosshead: THE PROPOSED COW TAX. bbox=[986, 688, 1086, 698]
section-divider bbox=[155, 1395, 269, 1396]
article-paragraph: The motion as otherwise amended was carried unanimously. bbox=[837, 985, 967, 1004]
crosshead: COMPULSORY TRAINING. bbox=[987, 1107, 1085, 1117]
subheading: RIFE IN TASMANIA. bbox=[727, 471, 801, 481]
article-paragraph: Herr Koester, president of the German Navy League, in a speech, declared that Germany needed more cruisers, and a successful battleship was required against anybody and everybody desiring to disturb her peaceful development. bbox=[699, 233, 829, 289]
article-paragraph: endeavouring to guard him from the effects of his own shortcomings, must come to an end if he is to develop into a man worthy of the name. The sooner he acquires a knowledge of his personal rights and responsibilities and a sense of the benefits of industry, the better for him and the more likely that some of his race will survive the contact of civilisation. I claim that I have a great feeling of sympathy for the Maori race, which has many noble qualities, but we have to face facts. We have brought them into contact with a bbox=[147, 510, 277, 630]
article-paragraph: The passengers were intimidated by a fusillade of revolvers. bbox=[285, 161, 415, 181]
article-paragraph: Mr A. Howie (Waverley) moved the remit, with Mr A. McGregor (Hunterville) seconded. No discussion ensued, the motion being put by vote. bbox=[975, 454, 1097, 492]
dateline: SYDNEY, May 26. bbox=[735, 102, 793, 111]
